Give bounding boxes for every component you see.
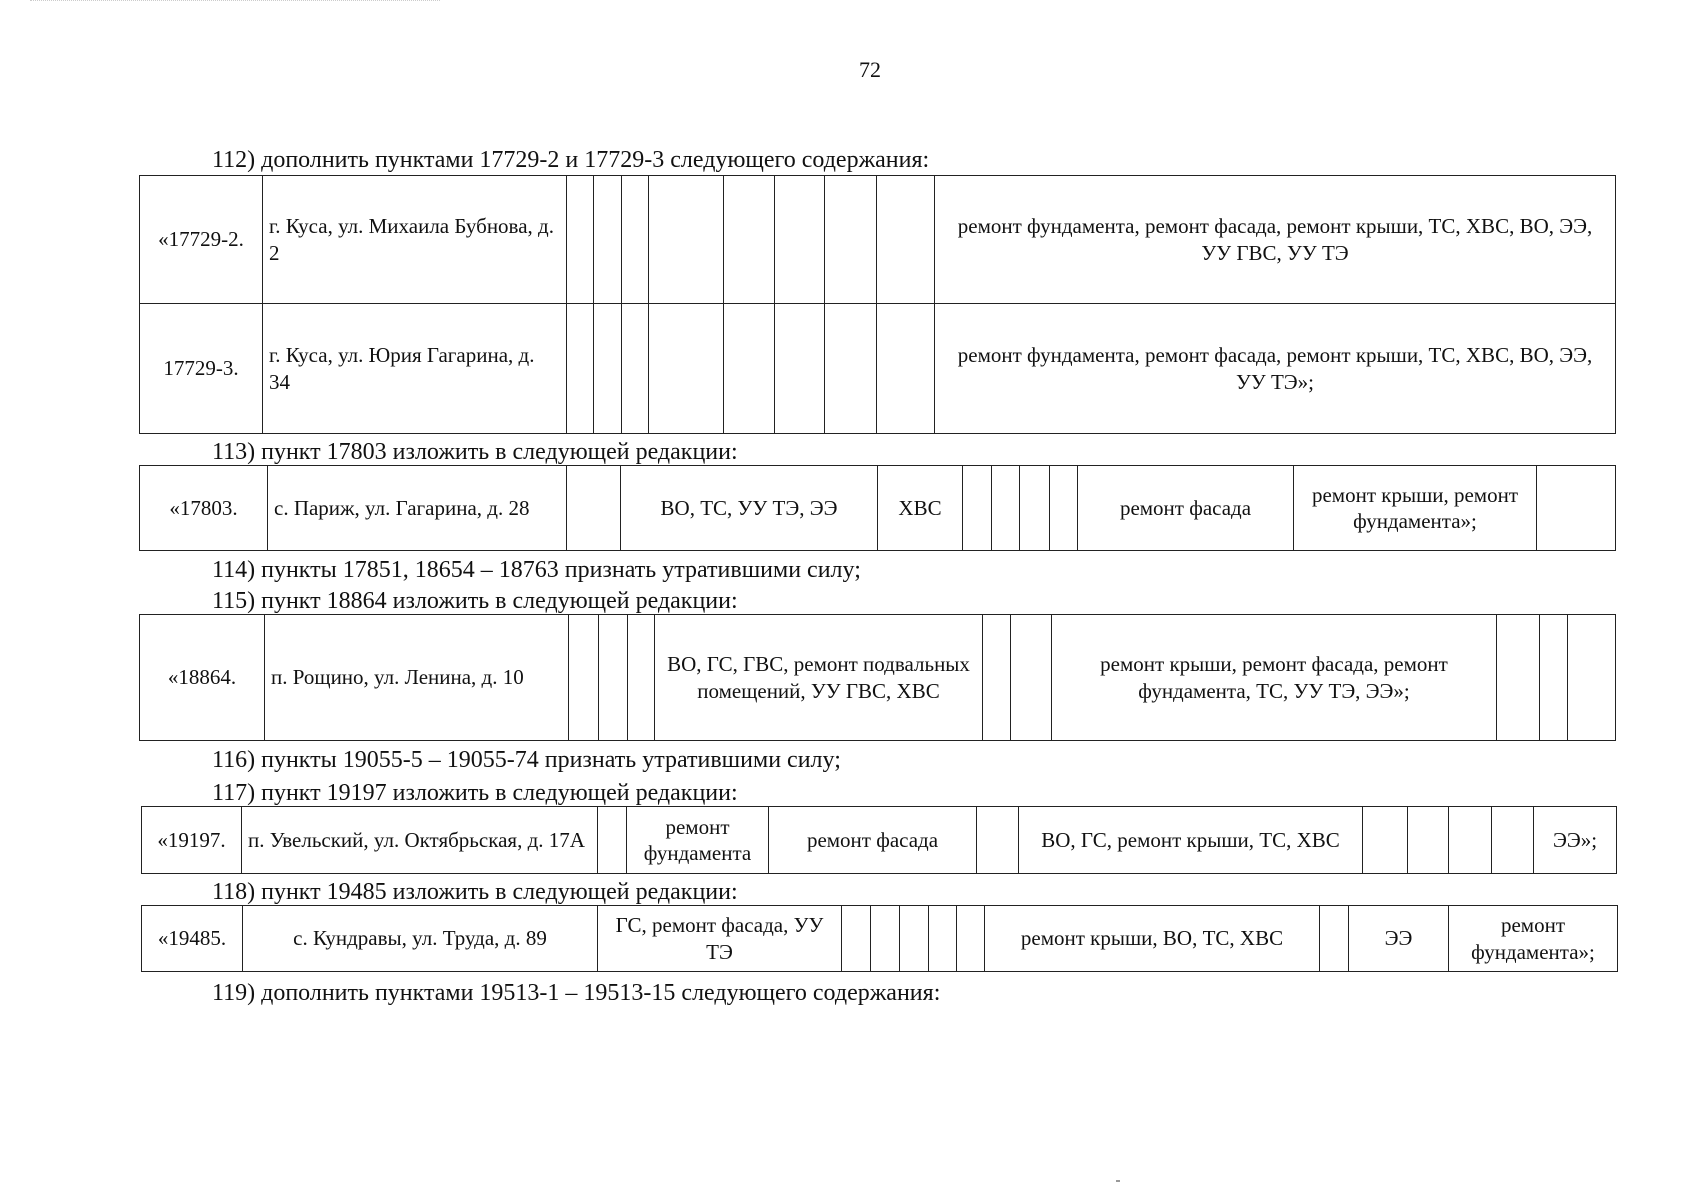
row-works-d: ремонт крыши, ремонт фундамента»;: [1294, 466, 1537, 551]
table-row: [142, 807, 1617, 874]
row-address: с. Париж, ул. Гагарина, д. 28: [268, 466, 567, 551]
table-118: [141, 905, 1618, 972]
scan-edge-artifact: [30, 0, 440, 4]
item-115-heading: 115) пункт 18864 изложить в следующей редакции:: [212, 588, 738, 614]
scan-speck: [1116, 1180, 1120, 1182]
table-row: [140, 304, 1616, 434]
row-works-b: ХВС: [878, 466, 963, 551]
item-114-heading: 114) пункты 17851, 18654 – 18763 признать утратившими силу;: [212, 557, 861, 583]
row-address: г. Куса, ул. Юрия Гагарина, д. 34: [263, 304, 567, 434]
row-works-d: ЭЭ»;: [1534, 807, 1617, 874]
row-works-a: ВО, ТС, УУ ТЭ, ЭЭ: [621, 466, 878, 551]
table-row: [140, 466, 1616, 551]
item-118-heading: 118) пункт 19485 изложить в следующей редакции:: [212, 879, 738, 905]
table-115: [139, 614, 1616, 741]
row-works-b: ремонт фасада: [769, 807, 977, 874]
table-row: [140, 176, 1616, 304]
row-works-b: ремонт крыши, ВО, ТС, ХВС: [985, 906, 1320, 972]
table-row: [142, 906, 1618, 972]
row-number: «19197.: [142, 807, 242, 874]
row-works-b: ремонт крыши, ремонт фасада, ремонт фундамента, ТС, УУ ТЭ, ЭЭ»;: [1052, 615, 1497, 741]
table-row: [140, 615, 1616, 741]
row-address: п. Рощино, ул. Ленина, д. 10: [265, 615, 569, 741]
item-119-heading: 119) дополнить пунктами 19513-1 – 19513-15 следующего содержания:: [212, 980, 941, 1006]
row-works-c: ЭЭ: [1349, 906, 1449, 972]
row-address: г. Куса, ул. Михаила Бубнова, д. 2: [263, 176, 567, 304]
row-works-a: ремонт фундамента: [627, 807, 769, 874]
row-number: «19485.: [142, 906, 243, 972]
item-117-heading: 117) пункт 19197 изложить в следующей редакции:: [212, 780, 738, 806]
row-number: 17729-3.: [140, 304, 263, 434]
row-works-d: ремонт фундамента»;: [1449, 906, 1618, 972]
row-works-a: ВО, ГС, ГВС, ремонт подвальных помещений, УУ ГВС, ХВС: [655, 615, 983, 741]
row-number: «17803.: [140, 466, 268, 551]
item-116-heading: 116) пункты 19055-5 – 19055-74 признать утратившими силу;: [212, 747, 841, 773]
row-works: ремонт фундамента, ремонт фасада, ремонт крыши, ТС, ХВС, ВО, ЭЭ, УУ ГВС, УУ ТЭ: [935, 176, 1616, 304]
row-number: «18864.: [140, 615, 265, 741]
item-113-heading: 113) пункт 17803 изложить в следующей редакции:: [212, 439, 738, 465]
row-works-a: ГС, ремонт фасада, УУ ТЭ: [598, 906, 842, 972]
table-113: [139, 465, 1616, 551]
row-address: п. Увельский, ул. Октябрьская, д. 17А: [242, 807, 598, 874]
table-112: [139, 175, 1616, 434]
item-112-heading: 112) дополнить пунктами 17729-2 и 17729-3 следующего содержания:: [212, 147, 930, 173]
row-works-c: ремонт фасада: [1078, 466, 1294, 551]
row-works-c: ВО, ГС, ремонт крыши, ТС, ХВС: [1019, 807, 1363, 874]
row-number: «17729-2.: [140, 176, 263, 304]
row-address: с. Кундравы, ул. Труда, д. 89: [243, 906, 598, 972]
page-number: 72: [859, 57, 881, 82]
table-117: [141, 806, 1617, 874]
row-works: ремонт фундамента, ремонт фасада, ремонт крыши, ТС, ХВС, ВО, ЭЭ, УУ ТЭ»;: [935, 304, 1616, 434]
